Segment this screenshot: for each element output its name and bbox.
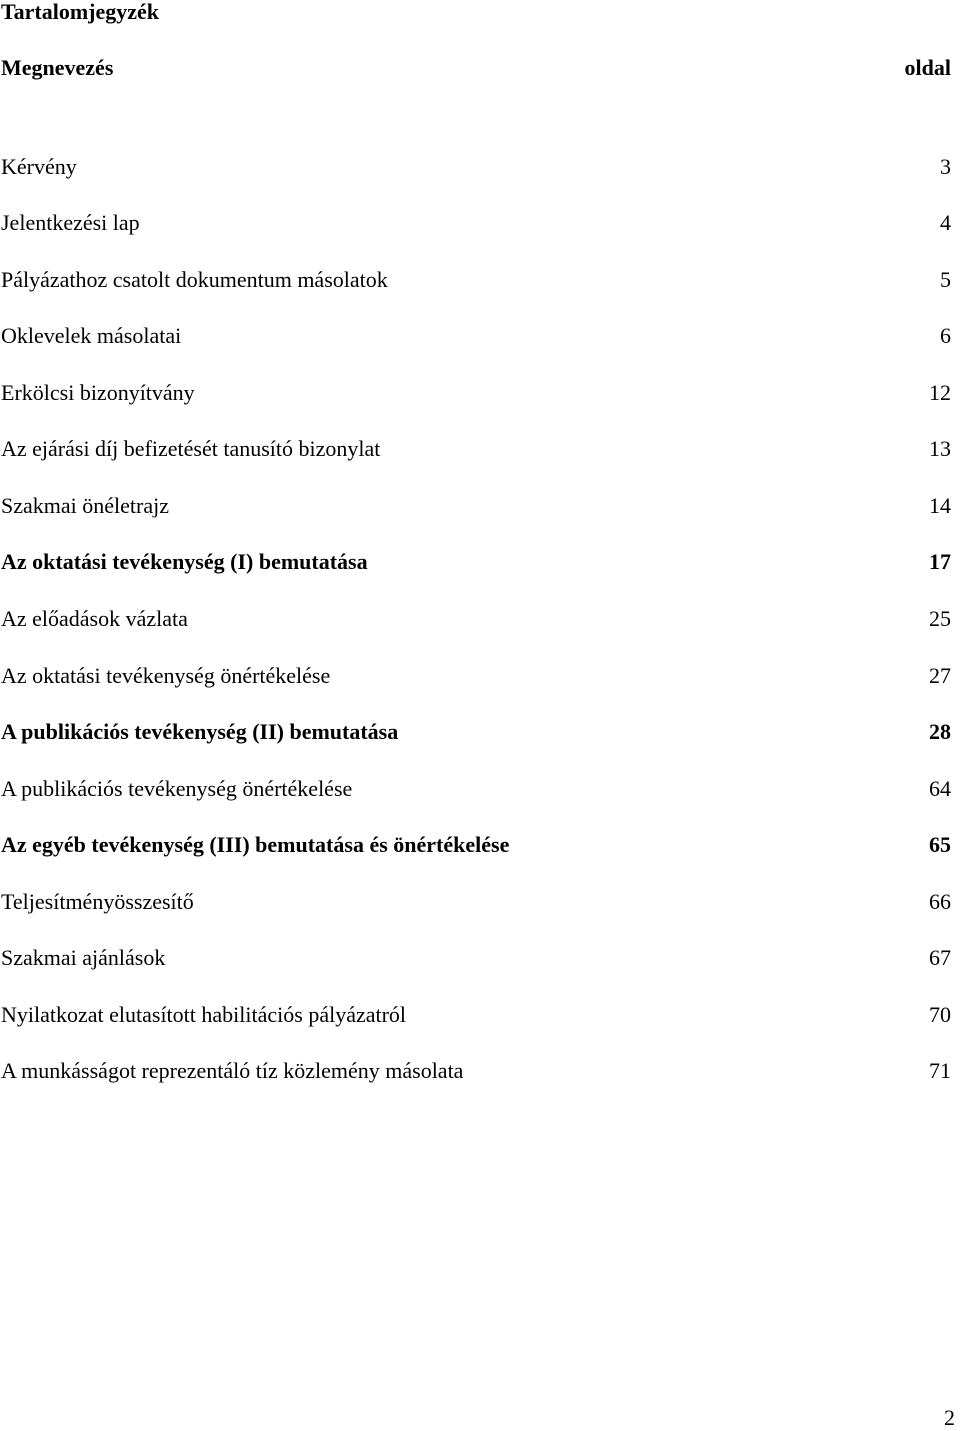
toc-entry-label: Az ejárási díj befizetését tanusító bizonylat xyxy=(1,436,381,461)
toc-entry-label: Nyilatkozat elutasított habilitációs pályázatról xyxy=(1,1002,407,1027)
toc-entry-page: 27 xyxy=(929,663,951,688)
toc-entry-label: A publikációs tevékenység (II) bemutatása xyxy=(1,719,399,744)
toc-entry xyxy=(1,436,951,462)
toc-entry-label: Kérvény xyxy=(1,154,77,179)
page-number: 2 xyxy=(944,1405,955,1430)
toc-entry xyxy=(1,493,951,519)
toc-entry xyxy=(1,945,951,971)
toc-entry-page: 70 xyxy=(929,1002,951,1027)
toc-entry-label: Oklevelek másolatai xyxy=(1,323,182,348)
toc-entry-page: 5 xyxy=(940,267,951,292)
toc-entry-page: 3 xyxy=(940,154,951,179)
toc-header xyxy=(1,55,951,81)
toc-entry xyxy=(1,1058,951,1084)
toc-entry xyxy=(1,154,951,180)
toc-entry-label: Teljesítményösszesítő xyxy=(1,889,194,914)
toc-entry-label: Az egyéb tevékenység (III) bemutatása és önértékelése xyxy=(1,832,510,857)
toc-entry xyxy=(1,776,951,802)
toc-entry xyxy=(1,719,951,745)
toc-entry-page: 66 xyxy=(929,889,951,914)
toc-entry-label: Erkölcsi bizonyítvány xyxy=(1,380,195,405)
toc-entry xyxy=(1,1002,951,1028)
toc-entry-label: Szakmai ajánlások xyxy=(1,945,166,970)
toc-entry-page: 28 xyxy=(929,719,951,744)
toc-entry xyxy=(1,663,951,689)
toc-entry-label: Jelentkezési lap xyxy=(1,210,140,235)
toc-entry-label: Az oktatási tevékenység önértékelése xyxy=(1,663,331,688)
toc-entry-page: 17 xyxy=(929,549,951,574)
toc-entry xyxy=(1,606,951,632)
toc-entry xyxy=(1,889,951,915)
document-title: Tartalomjegyzék xyxy=(1,0,160,24)
toc-entry xyxy=(1,380,951,406)
toc-entry-label: A publikációs tevékenység önértékelése xyxy=(1,776,353,801)
toc-entry xyxy=(1,549,951,575)
toc-entry-label: Az oktatási tevékenység (I) bemutatása xyxy=(1,549,368,574)
toc-entry-page: 25 xyxy=(929,606,951,631)
toc-entry-page: 71 xyxy=(929,1058,951,1083)
toc-entry xyxy=(1,323,951,349)
toc-entry-page: 12 xyxy=(929,380,951,405)
toc-entry-page: 4 xyxy=(940,210,951,235)
toc-entry-page: 67 xyxy=(929,945,951,970)
toc-entry-page: 13 xyxy=(929,436,951,461)
header-page: oldal xyxy=(904,55,951,80)
toc-entry-page: 65 xyxy=(929,832,951,857)
toc-entry-label: Szakmai önéletrajz xyxy=(1,493,169,518)
toc-entry xyxy=(1,267,951,293)
toc-entry xyxy=(1,832,951,858)
toc-entry-label: A munkásságot reprezentáló tíz közlemény másolata xyxy=(1,1058,464,1083)
toc-entry-page: 14 xyxy=(929,493,951,518)
toc-entry-label: Pályázathoz csatolt dokumentum másolatok xyxy=(1,267,388,292)
toc-entry-page: 6 xyxy=(940,323,951,348)
toc-entry-label: Az előadások vázlata xyxy=(1,606,188,631)
header-name: Megnevezés xyxy=(1,55,114,80)
toc-entry xyxy=(1,210,951,236)
toc-entry-page: 64 xyxy=(929,776,951,801)
